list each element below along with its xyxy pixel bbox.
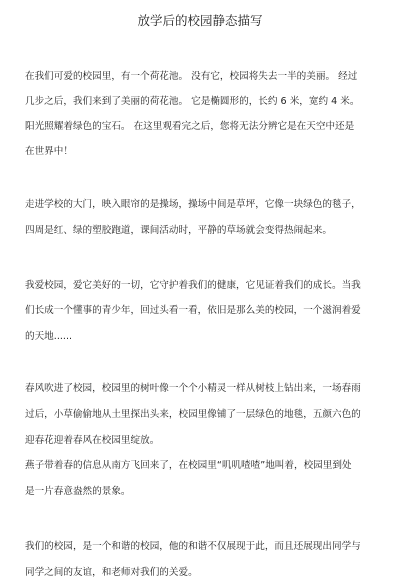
page-title: 放学后的校园静态描写: [137, 13, 263, 28]
paragraph-1-line-3: 阳光照耀着绿色的宝石。 在这里观看完之后，您将无法分辨它是在天空中还是: [25, 121, 355, 132]
paragraph-4-line-5: 是一片春意盎然的景象。: [25, 486, 131, 497]
paragraph-5-line-2: 同学之间的友谊，和老师对我们的关爱。: [25, 567, 198, 578]
paragraph-1-line-1: 在我们可爱的校园里，有一个荷花池。 没有它，校园将失去一半的美丽。 经过: [25, 71, 358, 82]
paragraph-4-line-2: 过后，小草偷偷地从土里探出头来，校园里像铺了一层绿色的地毯，五颜六色的: [25, 409, 361, 420]
paragraph-4-line-3: 迎春花迎着春风在校园里绽放。: [25, 435, 160, 446]
paragraph-3-line-2: 们长成一个懂事的青少年，回过头看一看，依旧是那么美的校园，一个滋润着爱: [25, 305, 361, 316]
paragraph-1-line-4: 在世界中！: [25, 146, 73, 157]
paragraph-3-line-3: 的天地......: [25, 331, 73, 342]
paragraph-2-line-1: 走进学校的大门，映入眼帘的是操场，操场中间是草坪，它像一块绿色的毯子，: [25, 199, 361, 210]
paragraph-2-line-2: 四周是红、绿的塑胶跑道，课间活动时，平静的草场就会变得热闹起来。: [25, 225, 332, 236]
paragraph-1-line-2: 几步之后，我们来到了美丽的荷花池。 它是椭圆形的，长约 6 米，宽约 4 米。: [25, 96, 360, 107]
paragraph-3-line-1: 我爱校园，爱它美好的一切，它守护着我们的健康，它见证着我们的成长。当我: [25, 280, 361, 291]
paragraph-4-line-1: 春风吹进了校园，校园里的树叶像一个个小精灵一样从树枝上钻出来，一场春雨: [25, 383, 361, 394]
paragraph-5-line-1: 我们的校园，是一个和谐的校园，他的和谐不仅展现于此，而且还展现出同学与: [25, 541, 361, 552]
paragraph-4-line-4: 燕子带着春的信息从南方飞回来了，在校园里“叽叽喳喳”地叫着，校园里到处: [25, 460, 352, 471]
